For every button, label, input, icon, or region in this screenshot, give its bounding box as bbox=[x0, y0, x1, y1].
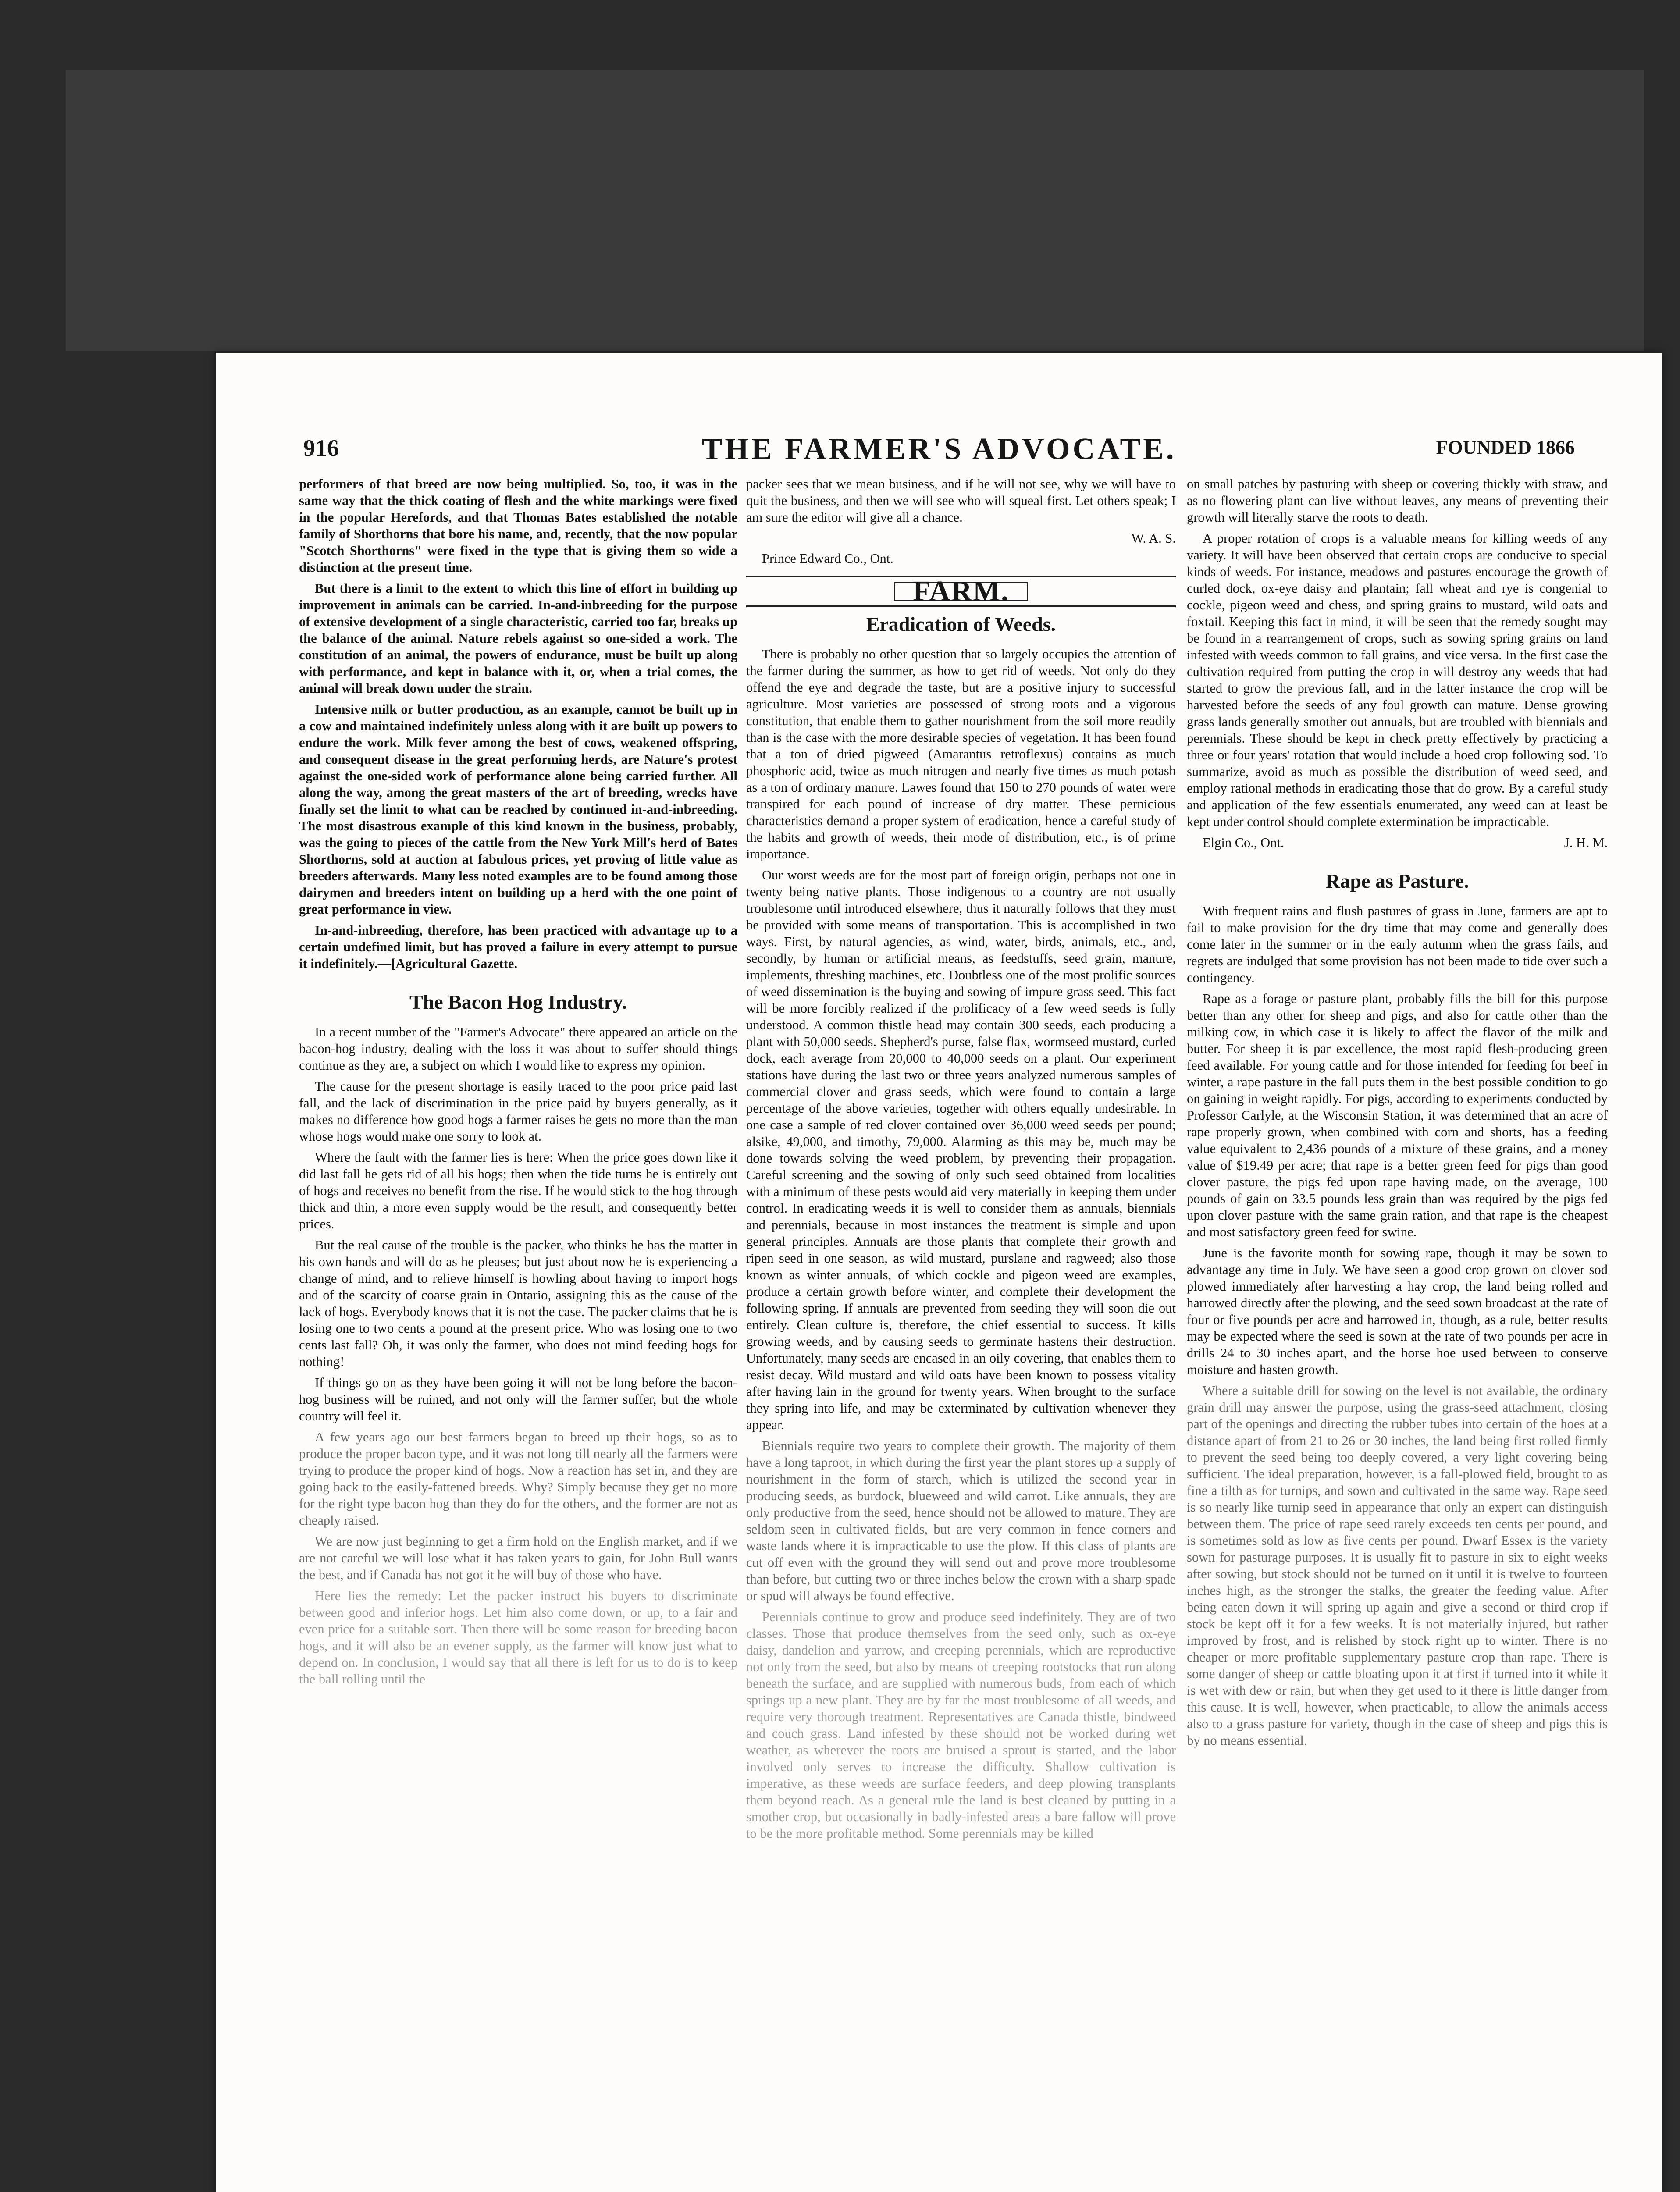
masthead bbox=[216, 432, 1662, 467]
paper-title: THE FARMER'S ADVOCATE. bbox=[701, 432, 1177, 466]
paragraph: In a recent number of the "Farmer's Advocate" there appeared an article on the bacon-hog industry, dealing with the loss it was about to suffer should things continue as they are, a subject on which I would like to express my opinion. bbox=[299, 1025, 737, 1073]
paragraph: on small patches by pasturing with sheep or covering thickly with straw, and as no flowering plant can live without leaves, any means of preventing their growth will literally starve the roots to death. bbox=[1187, 477, 1608, 525]
paragraph: The cause for the present shortage is easily traced to the poor price paid last fall, and the lack of discrimination in the price paid by buyers generally, as it makes no difference how good hogs a farmer raises he gets no more than the man whose hogs would make one sorry to look at. bbox=[299, 1079, 737, 1144]
article-heading: The Bacon Hog Industry. bbox=[409, 991, 627, 1013]
article-heading: Rape as Pasture. bbox=[1325, 870, 1469, 892]
paragraph: We are now just beginning to get a firm hold on the English market, and if we are not careful we will lose what it has taken years to gain, for John Bull wants the best, and if Canada has not got it he will buy of those who have. bbox=[299, 1534, 737, 1582]
scan-blank-area bbox=[66, 70, 1644, 351]
column-1 bbox=[299, 476, 737, 1692]
paragraph: Perennials continue to grow and produce seed indefinitely. They are of two classes. Those that produce themselves from the seed only, such as ox-eye daisy, dandelion and yarrow, and creeping perennials, which are reproductive not only from the seed, but also by means of creeping rootstocks that run along beneath the surface, and are supplied with numerous buds, from each of which springs up a new plant. They are by far the most troublesome of all weeds, and require very thorough treatment. Representatives are Canada thistle, bindweed and couch grass. Land infested by these should not be worked during wet weather, as wherever the roots are bruised a sprout is started, and the labor involved only serves to increase the difficulty. Shallow cultivation is imperative, as these weeds are surface feeders, and deep plowing transplants them beyond reach. As a general rule the land is best cleaned by putting in a smother crop, but occasionally in badly-infested areas a bare fallow will prove to be the more profitable method. Some perennials may be killed bbox=[746, 1609, 1176, 1841]
signature-place: Elgin Co., Ont. bbox=[1203, 835, 1284, 850]
signature-place: Prince Edward Co., Ont. bbox=[762, 551, 893, 566]
founded-note: FOUNDED 1866 bbox=[1436, 437, 1575, 458]
paragraph: packer sees that we mean business, and if he will not see, why we will have to quit the business, and then we will see who will squeal first. Let others speak; I am sure the editor will give all a chance. bbox=[746, 477, 1176, 525]
paragraph: Biennials require two years to complete their growth. The majority of them have a long taproot, in which during the first year the plant stores up a supply of nourishment in the form of starch, which is utilized the second year in producing seeds, as burdock, blueweed and wild carrot. Like annuals, they are only productive from the seed, hence should not be allowed to mature. They are seldom seen in cultivated fields, but are very common in fence corners and waste lands where it is impracticable to use the plow. If this class of plants are cut off even with the ground they will send out and prove more troublesome than before, but cutting two or three inches below the crown with a sharp spade or spud will always be found effective. bbox=[746, 1438, 1176, 1603]
paragraph: Where a suitable drill for sowing on the level is not available, the ordinary grain drill may answer the purpose, using the grass-seed attachment, closing part of the openings and directing the rubber tubes into certain of the hoes at a distance apart of from 21 to 26 or 30 inches, the land being first rolled firmly to prevent the seed being too deeply covered, a very light covering being sufficient. The ideal preparation, however, is a fall-plowed field, brought to as fine a tilth as for turnips, and sown and cultivated in the same way. Rape seed is so nearly like turnip seed in appearance that only an expert can distinguish between them. The price of rape seed rarely exceeds ten cents per pound, and is sometimes sold as low as five cents per pound. Dwarf Essex is the variety sown for pasturage purposes. It is usually fit to pasture in six to eight weeks after sowing, but stock should not be turned on it until it is twelve to fourteen inches high, as the stronger the stalks, the greater the feeding value. After being eaten down it will spring up again and give a second or third crop if stock be kept off it for a few weeks. It is not materially injured, but rather improved by frost, and is relished by stock right up to winter. There is no cheaper or more profitable supplementary pasture crop than rape. There is some danger of sheep or cattle bloating upon it at first if turned into it while it is wet with dew or rain, but when they get used to it there is little danger from this cause. It is well, however, when practicable, to allow the animals access also to a grass pasture for variety, though in the case of sheep and pigs this is by no means essential. bbox=[1187, 1383, 1608, 1748]
section-title: FARM. bbox=[894, 582, 1028, 601]
signature-initials: W. A. S. bbox=[1131, 531, 1176, 546]
column-3 bbox=[1187, 476, 1608, 1753]
paragraph: performers of that breed are now being multiplied. So, too, it was in the same way that the thick coating of flesh and the white markings were fixed in the popular Herefords, and that Thomas Bates established the notable family of Shorthorns that bore his name, and, recently, that the now popular "Scotch Shorthorns" were fixed in the type that is giving them so wide a distinction at the present time. bbox=[299, 477, 737, 575]
paragraph: But there is a limit to the extent to which this line of effort in building up improvement in animals can be carried. In-and-inbreeding for the purpose of extensive development of a single characteristic, carried too far, breaks up the balance of the animal. Nature rebels against so one-sided a work. The constitution of an animal, the powers of endurance, must be built up along with performance, and kept in balance with it, or, when a trial comes, the animal will break down under the strain. bbox=[299, 581, 737, 696]
paragraph: There is probably no other question that so largely occupies the attention of the farmer during the summer, as how to get rid of weeds. Not only do they offend the eye and degrade the taste, but are a positive injury to successful agriculture. Most varieties are possessed of strong roots and a vigorous constitution, that enable them to gather nourishment from the soil more readily than is the case with the more desirable species of vegetation. It has been found that a ton of dried pigweed (Amarantus retroflexus) contains as much phosphoric acid, twice as much nitrogen and nearly five times as much potash as a ton of ordinary manure. Lawes found that 150 to 270 pounds of water were transpired for each pound of increase of dry matter. These pernicious characteristics demand a proper system of eradication, hence a careful study of the habits and growth of weeds, their mode of distribution, etc., is of prime importance. bbox=[746, 647, 1176, 861]
page-number: 916 bbox=[303, 435, 339, 461]
paragraph: Intensive milk or butter production, as an example, cannot be built up in a cow and maintained indefinitely unless along with it are built up powers to endure the work. Milk fever among the best of cows, weakened offspring, and consequent disease in the great performing herds, are Nature's protest against the one-sided work of performance alone being carried further. All along the way, among the great masters of the art of breeding, wrecks have finally set the limit to what can be reached by continued in-and-inbreeding. The most disastrous example of this kind known in the business, probably, was the going to pieces of the cattle from the New York Mill's herd of Bates Shorthorns, sold at auction at fabulous prices, yet proving of little value as breeders afterwards. Many less noted examples are to be found among those dairymen and breeders intent on building up a herd with the one point of great performance in view. bbox=[299, 702, 737, 917]
breeding-article-continuation bbox=[299, 476, 737, 972]
paragraph: But the real cause of the trouble is the packer, who thinks he has the matter in his own hands and will do as he pleases; but just about now he is experiencing a change of mind, and to relieve himself is howling about having to import hogs and of the scarcity of coarse grain in Ontario, assigning this as the cause of the lack of hogs. Everybody knows that it is not the case. The packer claims that he is losing one to two cents a pound at the present price. Who was losing one to two cents last fall? Oh, it was only the farmer, who does not mind feeding hogs for nothing! bbox=[299, 1238, 737, 1369]
paragraph: If things go on as they have been going it will not be long before the bacon-hog business will be ruined, and not only will the farmer suffer, but the whole country will feel it. bbox=[299, 1375, 737, 1423]
section-header bbox=[746, 576, 1176, 607]
paragraph: June is the favorite month for sowing rape, though it may be sown to advantage any time in July. We have seen a good crop grown on clover sod plowed immediately after harvesting a hay crop, the land being rolled and harrowed directly after the plowing, and the seed sown broadcast at the rate of four or five pounds per acre and harrowed in, though, as a rule, better results may be expected where the seed is sown at the rate of two pounds per acre in drills 24 to 30 inches apart, and the horse hoe used between to conserve moisture and hasten growth. bbox=[1187, 1245, 1608, 1377]
paragraph: A few years ago our best farmers began to breed up their hogs, so as to produce the proper bacon type, and it was not long till nearly all the farmers were trying to produce the proper kind of hogs. Now a reaction has set in, and they are going back to the easily-fattened breeds. Why? Simply because they get no more for the right type bacon hog than they do for the others, and the former are not as cheaply raised. bbox=[299, 1430, 737, 1528]
paragraph: With frequent rains and flush pastures of grass in June, farmers are apt to fail to make provision for the dry time that may come and generally does come later in the summer or in the early autumn when the grass fails, and regrets are indulged that some provision has not been made to tide over such a contingency. bbox=[1187, 904, 1608, 985]
column-2 bbox=[746, 476, 1176, 1846]
signature-initials: J. H. M. bbox=[1564, 835, 1608, 850]
paragraph: In-and-inbreeding, therefore, has been practiced with advantage up to a certain undefined limit, but has proved a failure in every attempt to pursue it indefinitely.—[Agricultural Gazette. bbox=[299, 923, 737, 971]
newspaper-page bbox=[216, 353, 1662, 2192]
paragraph: Our worst weeds are for the most part of foreign origin, perhaps not one in twenty being native plants. Those indigenous to a country are not usually troublesome until introduced elsewhere, thus it naturally follows that they must be provided with some means of transportation. This is accomplished in two ways. First, by natural agencies, as wind, water, birds, animals, etc., and, secondly, by human or artificial means, as feedstuffs, seed grain, manure, implements, threshing machines, etc. Doubtless one of the most prolific sources of weed dissemination is the buying and sowing of impure grass seed. This fact will be more forcibly realized if the prolificacy of a few weed seeds is fully understood. A common thistle head may contain 300 seeds, each producing a plant with 50,000 seeds. Shepherd's purse, false flax, wormseed mustard, curled dock, each average from 20,000 to 40,000 seeds on a plant. Our experiment stations have during the last two or three years analyzed numerous samples of commercial clover and grass seeds, which were found to contain a large percentage of the above varieties, together with others equally undesirable. In one case a sample of red clover contained over 36,000 weed seeds per pound; alsike, 49,000, and timothy, 79,000. Alarming as this may be, much may be done towards solving the weed problem, by preventing their propagation. Careful screening and the sowing of only such seed obtained from localities with a minimum of these pests would aid very materially in keeping them under control. In eradicating weeds it is well to consider them as annuals, biennials and perennials, because in most instances the treatment is simple and upon general principles. Annuals are those plants that complete their growth and ripen seed in one season, as wild mustard, purslane and ragweed; also those known as winter annuals, of which cockle and pigeon weed are examples, produce a certain growth before winter, and complete their development the following spring. If annuals are prevented from seeding they will soon die out entirely. Clean culture is, therefore, the chief essential to success. It kills growing weeds, and by causing seeds to germinate hastens their destruction. Unfortunately, many seeds are encased in an oily covering, that enables them to resist decay. Wild mustard and wild oats have been known to possess vitality after having lain in the ground for twenty years. When brought to the surface they spring into life, and may be exterminated by cultivation whenever they appear. bbox=[746, 868, 1176, 1432]
paragraph: Rape as a forage or pasture plant, probably fills the bill for this purpose better than any other for sheep and pigs, and also for cattle other than the milking cow, in which case it is likely to affect the flavor of the milk and butter. For sheep it is par excellence, the most rapid flesh-producing green feed available. For young cattle and for those intended for feeding for beef in winter, a rape pasture in the fall puts them in the best possible condition to go on gaining in weight rapidly. For pigs, according to experiments conducted by Professor Carlyle, at the Wisconsin Station, it was determined that an acre of rape properly grown, when combined with corn and shorts, has a feeding value equivalent to 2,436 pounds of a mixture of these grains, and a money value of $19.49 per acre; that rape is a better green feed for pigs than good clover pasture, the pigs fed upon rape having made, on the average, 100 pounds of gain on 33.5 pounds less grain than was required by the pigs fed upon clover pasture with the same grain ration, and that rape is the cheapest and most satisfactory green feed for swine. bbox=[1187, 991, 1608, 1239]
article-heading: Eradication of Weeds. bbox=[866, 613, 1056, 635]
signature-line bbox=[1187, 834, 1608, 851]
paragraph: Here lies the remedy: Let the packer instruct his buyers to discriminate between good and inferior hogs. Let him also come down, or up, to a fair and even price for a suitable sort. Then there will be some reason for breeding bacon hogs, and it will also be an evener supply, as the farmer will know just what to depend on. In conclusion, I would say that all there is left for us to do is to keep the ball rolling until the bbox=[299, 1588, 737, 1687]
paragraph: Where the fault with the farmer lies is here: When the price goes down like it did last fall he gets rid of all his hogs; then when the tide turns he is entirely out of hogs and receives no benefit from the rise. If he would stick to the hog through thick and thin, a more even supply would be the result, and consequently better prices. bbox=[299, 1150, 737, 1231]
paragraph: A proper rotation of crops is a valuable means for killing weeds of any variety. It will have been observed that certain crops are conducive to special kinds of weeds. For instance, meadows and pastures encourage the growth of curled dock, ox-eye daisy and plantain; fall wheat and rye is congenial to cockle, pigeon weed and chess, and spring grains to mustard, wild oats and foxtail. Keeping this fact in mind, it will be seen that the remedy sought may be found in a rearrangement of crops, such as sowing spring grains on land infested with weeds common to fall grains, and vice versa. In the first case the cultivation required from putting the crop in will destroy any weeds that had started to grow the previous fall, and in the latter instance the crop will be harvested before the seeds of any foul growth can mature. Dense growing grass lands generally smother out annuals, but are troubled with biennials and perennials. These should be kept in check pretty effectively by practicing a three or four years' rotation that would include a hoed crop following sod. To summarize, avoid as much as possible the distribution of weed seed, and employ rational methods in eradicating those that do grow. By a careful study and application of the few essentials enumerated, any weed can at least be kept under control should complete extermination be impracticable. bbox=[1187, 531, 1608, 829]
